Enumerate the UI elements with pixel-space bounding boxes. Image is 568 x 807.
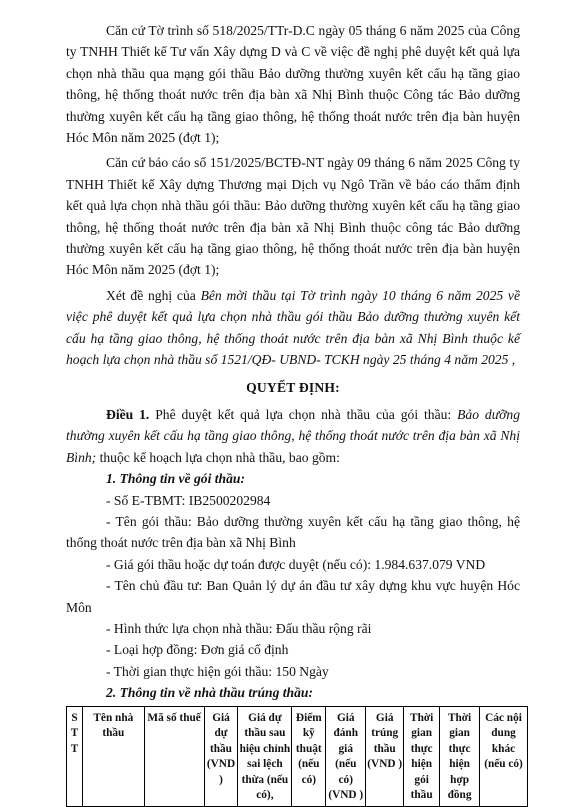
info-item-contract-type: - Loại hợp đồng: Đơn giá cố định — [106, 642, 289, 658]
col-adjusted-bid-price: Giá dự thầu sau hiệu chỉnh sai lệch thừa (nếu có), — [238, 706, 292, 806]
col-bid-price: Giá dự thầu (VND ) — [204, 706, 238, 806]
article-1-tail: thuộc kế hoạch lựa chọn nhà thầu, bao gồm: — [96, 449, 340, 465]
col-contractor-name: Tên nhà thầu — [82, 706, 144, 806]
info-item-duration: - Thời gian thực hiện gói thầu: 150 Ngày — [106, 663, 329, 679]
decision-title: QUYẾT ĐỊNH: — [246, 379, 340, 395]
col-package-duration: Thời gian thực hiện gói thầu — [404, 706, 440, 806]
col-tax-code: Mã số thuế — [144, 706, 204, 806]
article-1-package-name: Bảo dưỡng thường xuyên kết cấu hạ tầng giao thông, hệ thống thoát nước trên địa bàn xã Nhị Bình; — [66, 406, 520, 465]
col-technical-score: Điểm kỹ thuật (nếu có) — [292, 706, 326, 806]
info-item-price: - Giá gói thầu hoặc dự toán được duyệt (nếu có): 1.984.637.079 VND — [106, 556, 486, 572]
col-evaluated-price: Giá đánh giá (nếu có) (VND ) — [326, 706, 366, 806]
article-1-text: Phê duyệt kết quả lựa chọn nhà thầu của gói thầu: — [149, 406, 458, 422]
info-item-investor: - Tên chủ đầu tư: Ban Quản lý dự án đầu tư xây dựng khu vực huyện Hóc Môn — [66, 578, 520, 615]
info-item-package-name: - Tên gói thầu: Bảo dưỡng thường xuyên kết cấu hạ tầng giao thông, hệ thống thoát nước trên địa bàn xã Nhị Bình — [66, 513, 520, 551]
info-item-selection-form: - Hình thức lựa chọn nhà thầu: Đấu thầu rộng rãi — [106, 620, 372, 636]
info-item-etbmt: - Số E-TBMT: IB2500202984 — [106, 492, 271, 508]
table-header-row — [67, 706, 528, 806]
col-stt: S T T — [67, 706, 83, 806]
section-2-heading: 2. Thông tin về nhà thầu trúng thầu: — [106, 685, 313, 701]
paragraph-basis-2: Căn cứ báo cáo số 151/2025/BCTĐ-NT ngày 09 tháng 6 năm 2025 Công ty TNHH Thiết kế Xây dựng Thương mại Dịch vụ Ngô Trần về báo cáo thẩm định kết quả lựa chọn nhà thầu gói thầu: Bảo dưỡng thường xuyên kết cấu hạ tầng giao thông, hệ thống thoát nước trên địa bàn xã Nhị Bình thuộc công tác Bảo dưỡng thường xuyên kết cấu hạ tầng giao thông, hệ thống thoát nước trên địa bàn huyện Hóc Môn năm 2025 (đợt 1); — [66, 155, 520, 278]
col-winning-price: Giá trúng thầu (VND ) — [366, 706, 404, 806]
winning-contractor-table — [66, 706, 528, 807]
proposal-italic: Bên mời thầu tại Tờ trình ngày 10 tháng 6 năm 2025 về việc phê duyệt kết quả lựa chọn nhà thầu gói thầu Bảo dưỡng thường xuyên kết cấu hạ tầng giao thông, hệ thống thoát nước trên địa bàn xã Nhị Bình thuộc kế hoạch lựa chọn nhà thầu số 1521/QĐ- UBND- TCKH ngày 25 tháng 4 năm 2025 , — [66, 287, 520, 368]
col-other-content: Các nội dung khác (nếu có) — [480, 706, 528, 806]
paragraph-proposal — [66, 285, 520, 371]
proposal-lead: Xét đề nghị của — [106, 287, 201, 303]
paragraph-basis-1: Căn cứ Tờ trình số 518/2025/TTr-D.C ngày 05 tháng 6 năm 2025 của Công ty TNHH Thiết kế Tư vấn Xây dựng D và C về việc đề nghị phê duyệt kết quả lựa chọn nhà thầu qua mạng gói thầu Bảo dưỡng thường xuyên kết cấu hạ tầng giao thông, hệ thống thoát nước trên địa bàn xã Nhị Bình thuộc Công tác Bảo dưỡng thường xuyên kết cấu hạ tầng giao thông, hệ thống thoát nước trên địa bàn huyện Hóc Môn năm 2025 (đợt 1); — [66, 23, 520, 146]
article-1 — [66, 404, 520, 468]
section-1-heading: 1. Thông tin về gói thầu: — [106, 471, 245, 487]
document-page — [66, 20, 523, 807]
col-contract-duration: Thời gian thực hiện hợp đồng — [440, 706, 480, 806]
article-1-label: Điều 1. — [106, 406, 150, 422]
